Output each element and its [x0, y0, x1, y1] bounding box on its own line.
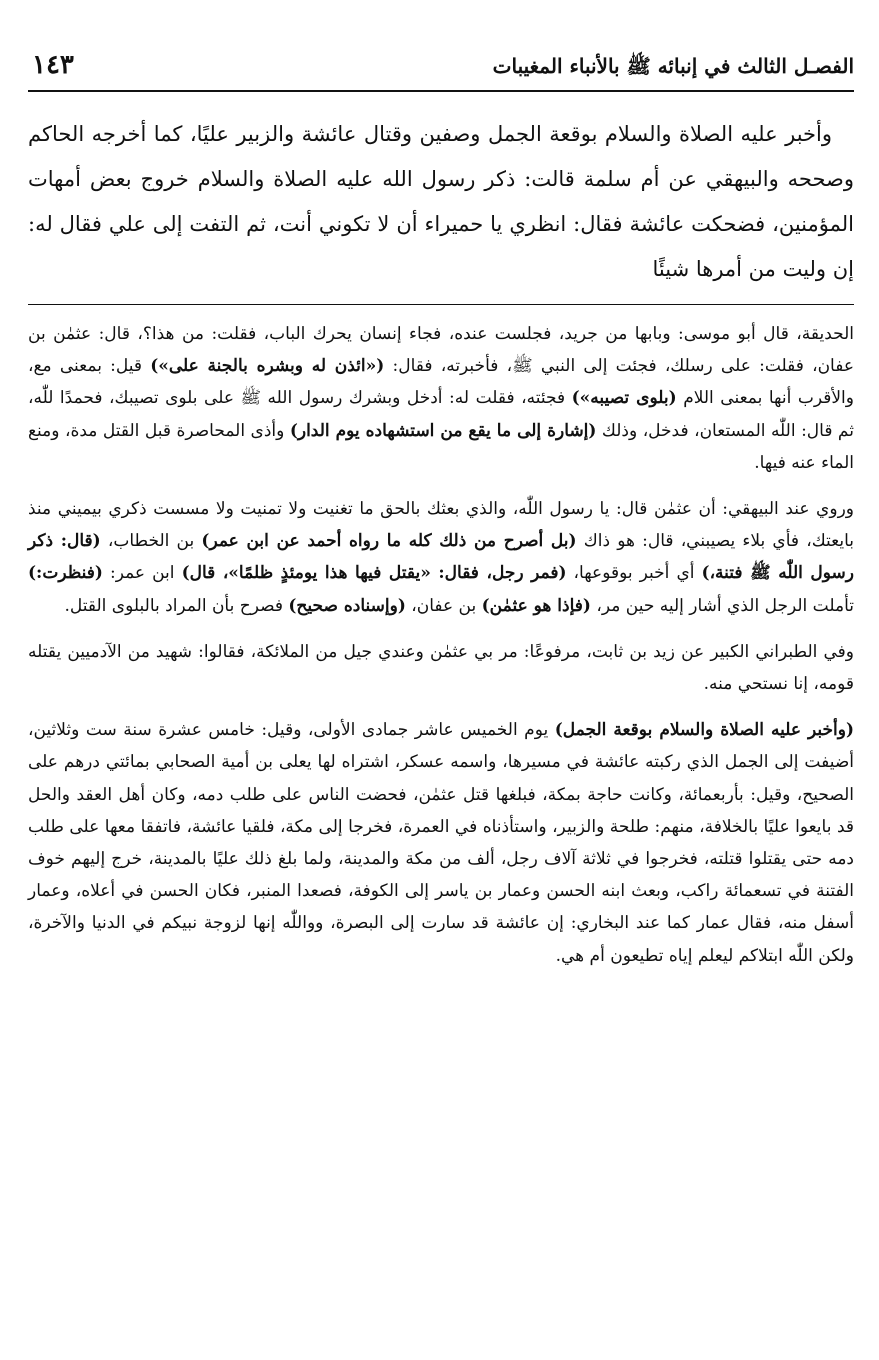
text-run: وأذى المحاصرة قبل القتل مدة، ومنع الماء عنه فيها.	[28, 420, 854, 473]
main-text	[28, 112, 854, 292]
bold-text-run: (فإذا هو عثمٰن)	[481, 595, 591, 616]
bold-text-run: (فنظرت:)	[28, 563, 103, 584]
running-header	[28, 48, 854, 92]
bold-text-run: (بلوى تصيبه»)	[571, 388, 677, 409]
bold-text-run: (وأخبر عليه الصلاة والسلام بوقعة الجمل)	[554, 720, 854, 741]
text-run: تأملت الرجل الذي أشار إليه حين مر،	[590, 595, 854, 616]
bold-text-run: (إشارة إلى ما يقع من استشهاده يوم الدار)	[289, 420, 597, 441]
bold-text-run: (فمر رجل، فقال: «يقتل فيها هذا يومئذٍ ظلمًا»، قال)	[181, 563, 567, 584]
commentary-paragraph-1	[28, 318, 854, 479]
commentary-paragraph-4	[28, 714, 854, 972]
text-run: قيل: بمعنى مع، والأقرب أنها بمعنى اللام	[28, 356, 854, 409]
bold-text-run: (قال: ذكر رسول اللّٰه ﷺ فتنة،)	[28, 531, 854, 584]
bold-text-run: («ائذن له وبشره بالجنة على»)	[150, 356, 385, 377]
text-run: بن الخطاب،	[100, 531, 202, 552]
commentary-paragraph-2	[28, 493, 854, 622]
text-run: فصرح بأن المراد بالبلوى القتل.	[64, 595, 289, 616]
text-run: أي أخبر بوقوعها،	[566, 563, 702, 584]
commentary-paragraph-3: وفي الطبراني الكبير عن زيد بن ثابت، مرفوعًا: مر بي عثمٰن وعندي جيل من الملائكة، فقالوا: شهيد من الآدميين يقتله قومه، إنا نستحي منه.	[28, 641, 854, 695]
bold-text-run: (بل أصرح من ذلك كله ما رواه أحمد عن ابن عمر)	[201, 531, 577, 552]
commentary	[28, 318, 854, 986]
text-run: ابن عمر:	[102, 563, 182, 584]
text-run: بن عفان،	[405, 595, 482, 616]
text-run: فجئته، فقلت له: أدخل وبشرك رسول الله ﷺ على بلوى تصيبك، فحمدًا للّٰه، ثم قال: اللّٰه المستعان، فدخل، وذلك	[28, 388, 854, 441]
text-run: يوم الخميس عاشر جمادى الأولى، وقيل: خامس عشرة سنة ست وثلاثين، أضيفت إلى الجمل الذي ركبته عائشة في مسيرها، واسمه عسكر، اشتراه لها يعلى بن أمية الصحابي بمائتي درهم على الصحيح، وقيل: بأربعمائة، وكانت حاجة بمكة، فبلغها قتل عثمٰن، فحضت الناس على طلب دمه، وكان أهل العقد والحل قد بايعوا عليًا بالخلافة، منهم: طلحة والزبير، واستأذناه في العمرة، فخرجا إلى مكة، فلقيا عائشة، فاتفقا معها على طلب دمه حتى يقتلوا قتلته، فخرجوا في ثلاثة آلاف رجل، ألف من مكة والمدينة، ولما بلغ ذلك عليًا بالمدينة، خرج إليهم خوف الفتنة في تسعمائة راكب، وبعث ابنه الحسن وعمار بن ياسر إلى الكوفة، فصعدا المنبر، فكان الحسن في أعلاه، وعمار أسفل منه، فقال عمار كما عند البخاري: إن عائشة قد سارت إلى البصرة، وواللّٰه إنها لزوجة نبيكم في الدنيا والآخرة، ولكن اللّٰه ابتلاكم ليعلم إياه تطيعون أم هي.	[28, 720, 854, 966]
text-run: وروي عند البيهقي: أن عثمٰن قال: يا رسول اللّٰه، والذي بعثك بالحق ما تغنيت ولا تمنيت ولا مسست ذكري بيميني منذ بايعتك، فأي بلاء يصيبني، قال: هو ذاك	[28, 499, 854, 552]
bold-text-run: (وإسناده صحيح)	[288, 595, 406, 616]
text-run: الحديقة، قال أبو موسى: وبابها من جريد، فجلست عنده، فجاء إنسان يحرك الباب، فقلت: من هذا؟، قال: عثمٰن بن عفان، فقلت: على رسلك، فجئت إلى النبي ﷺ، فأخبرته، فقال:	[28, 324, 854, 377]
main-paragraph: وأخبر عليه الصلاة والسلام بوقعة الجمل وصفين وقتال عائشة والزبير عليًا، كما أخرجه الحاكم وصححه والبيهقي عن أم سلمة قالت: ذكر رسول الله عليه الصلاة والسلام خروج بعض أمهات المؤمنين، فضحكت عائشة فقال: انظري يا حميراء أن لا تكوني أنت، ثم التفت إلى علي فقال له: إن وليت من أمرها شيئًا	[28, 122, 854, 281]
footnote-separator	[28, 304, 854, 305]
book-page	[28, 0, 854, 1360]
page-number: ١٤٣	[32, 50, 74, 80]
chapter-title: الفصـل الثالث في إنبائه ﷺ بالأنباء المغيبات	[492, 54, 854, 78]
